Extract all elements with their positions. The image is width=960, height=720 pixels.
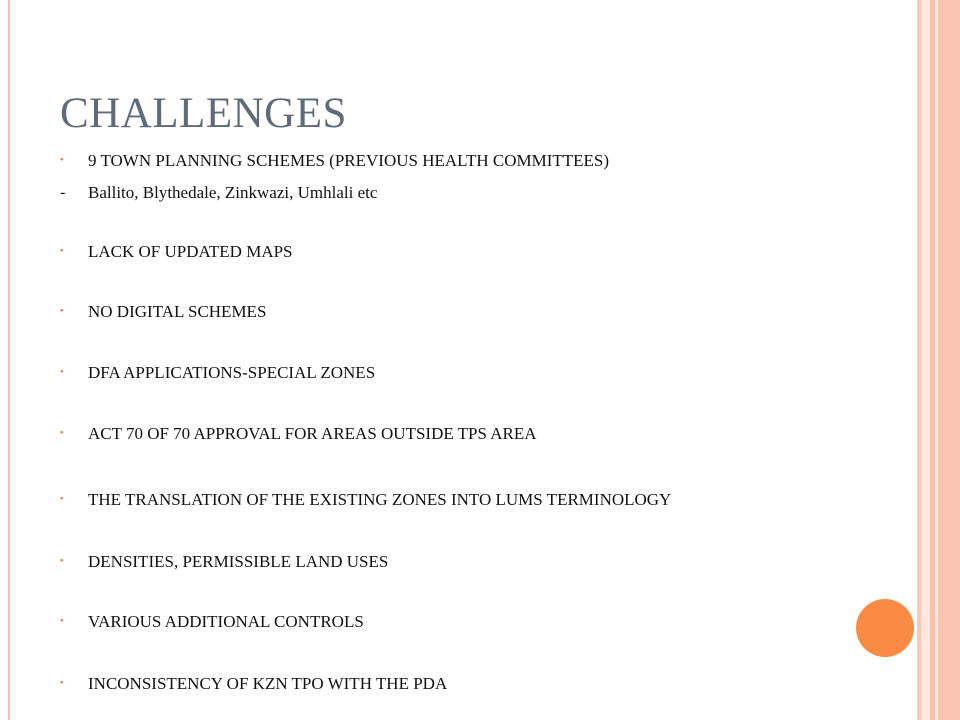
bullet-list [60, 0, 900, 720]
bullet-marker: • [60, 367, 64, 378]
dash-marker: - [60, 184, 66, 201]
right-stripe-2 [921, 0, 930, 720]
list-item-text: DENSITIES, PERMISSIBLE LAND USES [88, 552, 389, 571]
list-item-text: LACK OF UPDATED MAPS [88, 242, 293, 261]
list-item-text: 9 TOWN PLANNING SCHEMES (PREVIOUS HEALTH COMMITTEES) [88, 151, 610, 170]
bullet-marker: • [60, 494, 64, 505]
list-item [60, 242, 293, 262]
list-item [60, 490, 671, 510]
slide-title: CHALLENGES [60, 90, 347, 137]
bullet-marker: • [60, 678, 64, 689]
bullet-marker: • [60, 306, 64, 317]
list-item [60, 424, 537, 444]
list-item [60, 674, 447, 694]
list-item [60, 151, 609, 171]
bullet-marker: • [60, 246, 64, 257]
list-item-text: INCONSISTENCY OF KZN TPO WITH THE PDA [88, 674, 448, 693]
list-item [60, 302, 266, 322]
list-item-text: THE TRANSLATION OF THE EXISTING ZONES INTO LUMS TERMINOLOGY [88, 490, 672, 509]
bullet-marker: • [60, 428, 64, 439]
list-item-text: ACT 70 OF 70 APPROVAL FOR AREAS OUTSIDE TPS AREA [88, 424, 537, 443]
bullet-marker: • [60, 556, 64, 567]
list-item [60, 552, 388, 572]
bullet-marker: • [60, 155, 64, 166]
bullet-marker: • [60, 616, 64, 627]
list-item-text: DFA APPLICATIONS-SPECIAL ZONES [88, 363, 376, 382]
right-stripe-5 [938, 0, 960, 720]
list-item [60, 363, 375, 383]
left-decorative-border [8, 0, 10, 720]
list-item-text: Ballito, Blythedale, Zinkwazi, Umhlali etc [88, 183, 378, 202]
list-item [60, 183, 377, 203]
list-item-text: NO DIGITAL SCHEMES [88, 302, 267, 321]
list-item [60, 612, 364, 632]
list-item-text: VARIOUS ADDITIONAL CONTROLS [88, 612, 364, 631]
